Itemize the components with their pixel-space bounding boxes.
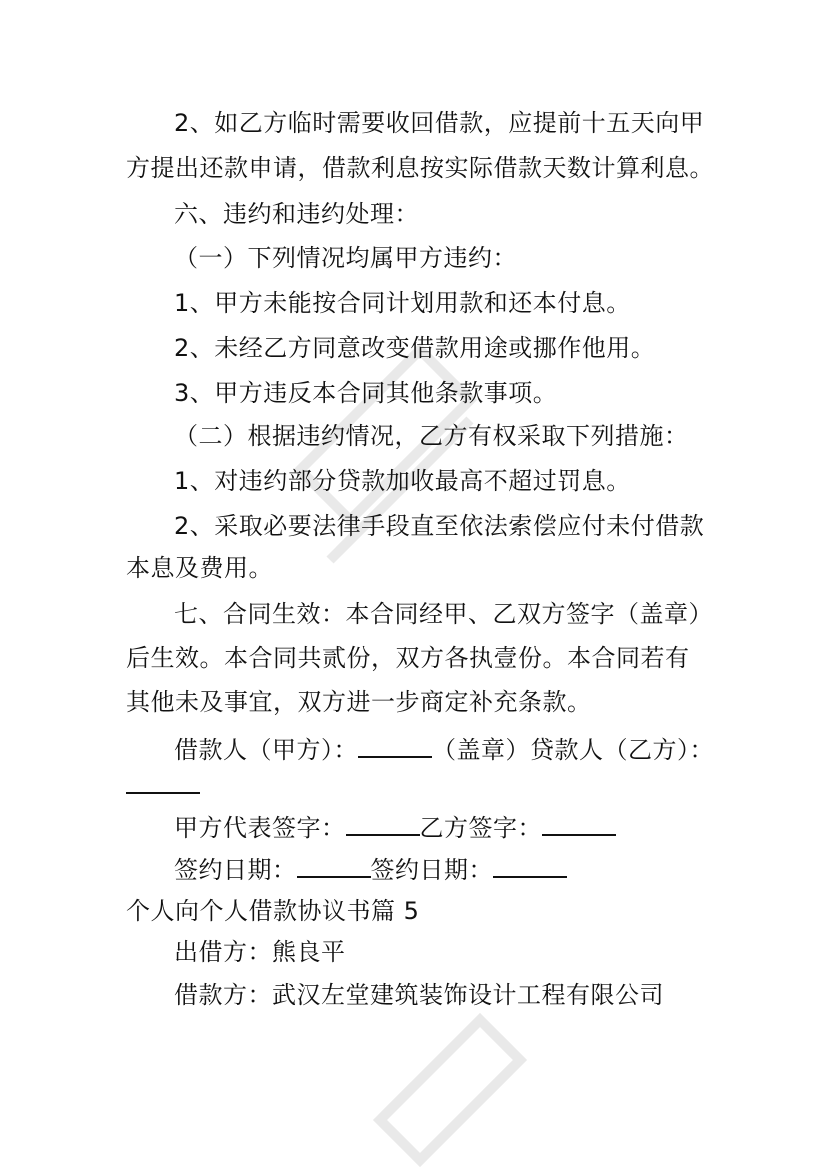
sign-date-blank-1[interactable]	[297, 852, 371, 878]
seal-lender-label: （盖章）贷款人（乙方）：	[432, 736, 714, 764]
signature-line-1-continued	[126, 768, 200, 801]
rep-sign-blank[interactable]	[346, 810, 420, 836]
body-line-2: 方提出还款申请，借款利息按实际借款天数计算利息。	[126, 154, 714, 182]
body-line-13: 后生效。本合同共贰份，双方各执壹份。本合同若有	[126, 644, 690, 672]
signature-line-3	[174, 852, 567, 885]
borrower-line: 借款方：武汉左堂建筑装饰设计工程有限公司	[174, 981, 664, 1009]
party-b-sign-blank[interactable]	[542, 810, 616, 836]
subheading-2: （二）根据违约情况，乙方有权采取下列措施：	[174, 422, 689, 450]
body-line-5: 1、甲方未能按合同计划用款和还本付息。	[174, 289, 631, 317]
section-heading-6: 六、违约和违约处理：	[174, 200, 419, 228]
body-line-10: 2、采取必要法律手段直至依法索偿应付未付借款	[174, 512, 705, 540]
borrower-blank[interactable]	[358, 732, 432, 758]
signature-line-2	[174, 810, 616, 843]
lender-line: 出借方：熊良平	[174, 938, 346, 966]
sign-date-label-1: 签约日期：	[174, 856, 297, 884]
subheading-1: （一）下列情况均属甲方违约：	[174, 244, 517, 272]
body-line-7: 3、甲方违反本合同其他条款事项。	[174, 379, 558, 407]
body-line-11: 本息及费用。	[126, 554, 273, 582]
body-line-6: 2、未经乙方同意改变借款用途或挪作他用。	[174, 334, 656, 362]
rep-sign-label: 甲方代表签字：	[174, 814, 346, 842]
signature-line-1	[174, 732, 714, 765]
sign-date-label-2: 签约日期：	[370, 856, 493, 884]
sign-date-blank-2[interactable]	[493, 852, 567, 878]
lender-blank[interactable]	[126, 768, 200, 794]
borrower-label: 借款人（甲方）：	[174, 736, 358, 764]
body-line-1: 2、如乙方临时需要收回借款，应提前十五天向甲	[174, 109, 705, 137]
section-title: 个人向个人借款协议书篇 5	[126, 897, 420, 925]
body-line-9: 1、对违约部分贷款加收最高不超过罚息。	[174, 467, 631, 495]
body-line-14: 其他未及事宜，双方进一步商定补充条款。	[126, 688, 592, 716]
section-heading-7: 七、合同生效：本合同经甲、乙双方签字（盖章）	[174, 600, 713, 628]
party-b-sign-label: 乙方签字：	[419, 814, 542, 842]
